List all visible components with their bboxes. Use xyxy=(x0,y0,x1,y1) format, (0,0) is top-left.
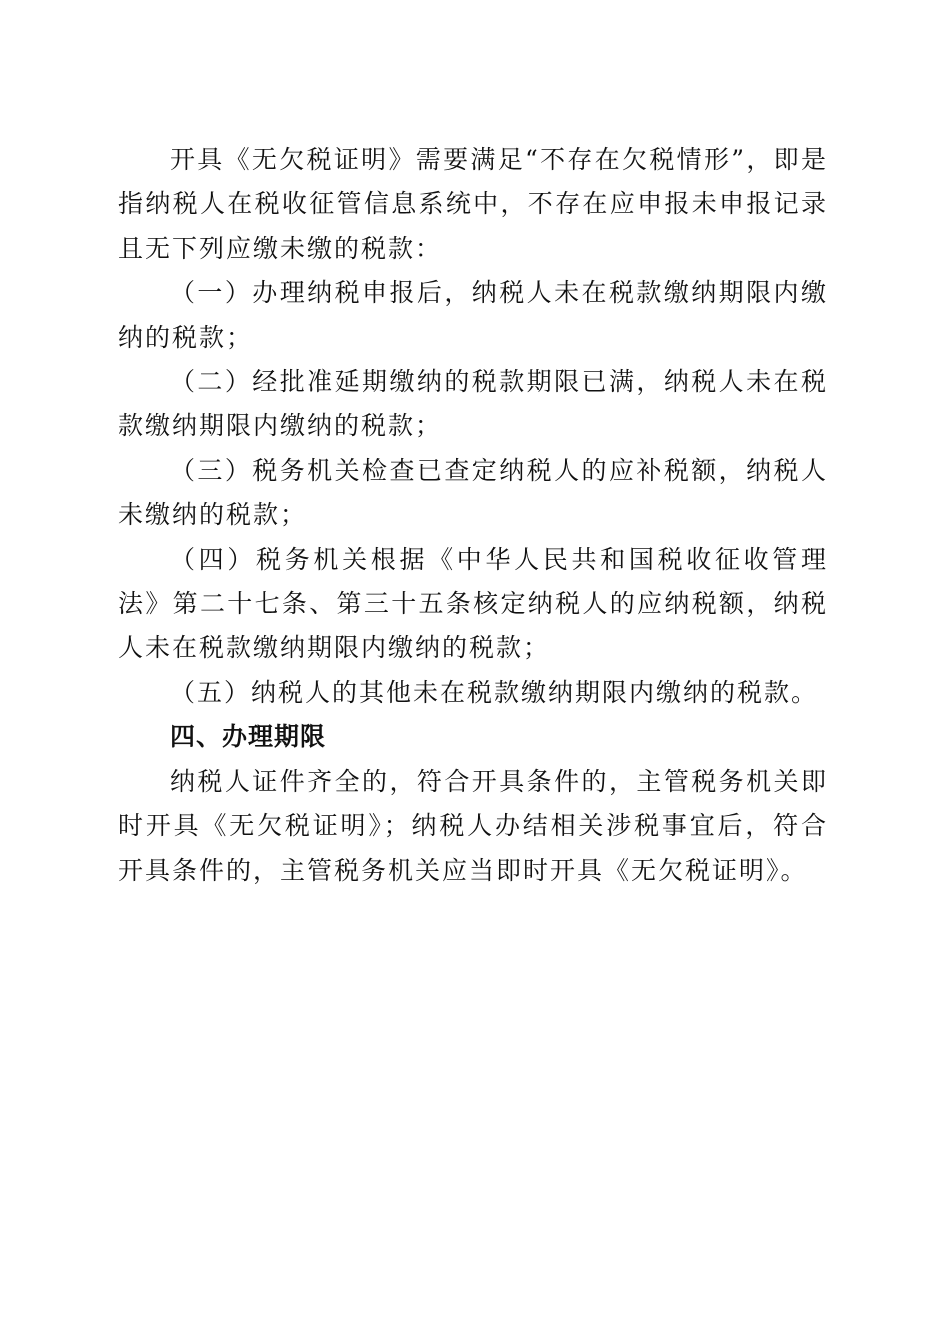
item-paragraph-4: （四）税务机关根据《中华人民共和国税收征收管理法》第二十七条、第三十五条核定纳税人的应纳税额，纳税人未在税款缴纳期限内缴纳的税款； xyxy=(118,544,828,663)
section-body-paragraph: 纳税人证件齐全的，符合开具条件的，主管税务机关即时开具《无欠税证明》；纳税人办结相关涉税事宜后，符合开具条件的，主管税务机关应当即时开具《无欠税证明》。 xyxy=(118,766,828,885)
item-paragraph-2: （二）经批准延期缴纳的税款期限已满，纳税人未在税款缴纳期限内缴纳的税款； xyxy=(118,367,828,441)
item-paragraph-5: （五）纳税人的其他未在税款缴纳期限内缴纳的税款。 xyxy=(170,677,819,707)
item-paragraph-1: （一）办理纳税申报后，纳税人未在税款缴纳期限内缴纳的税款； xyxy=(118,278,828,352)
document-body xyxy=(118,138,828,893)
section-heading: 四、办理期限 xyxy=(170,722,327,752)
intro-paragraph: 开具《无欠税证明》需要满足“不存在欠税情形”，即是指纳税人在税收征管信息系统中，不存在应申报未申报记录且无下列应缴未缴的税款： xyxy=(118,145,828,263)
item-paragraph-3: （三）税务机关检查已查定纳税人的应补税额，纳税人未缴纳的税款； xyxy=(118,455,828,530)
